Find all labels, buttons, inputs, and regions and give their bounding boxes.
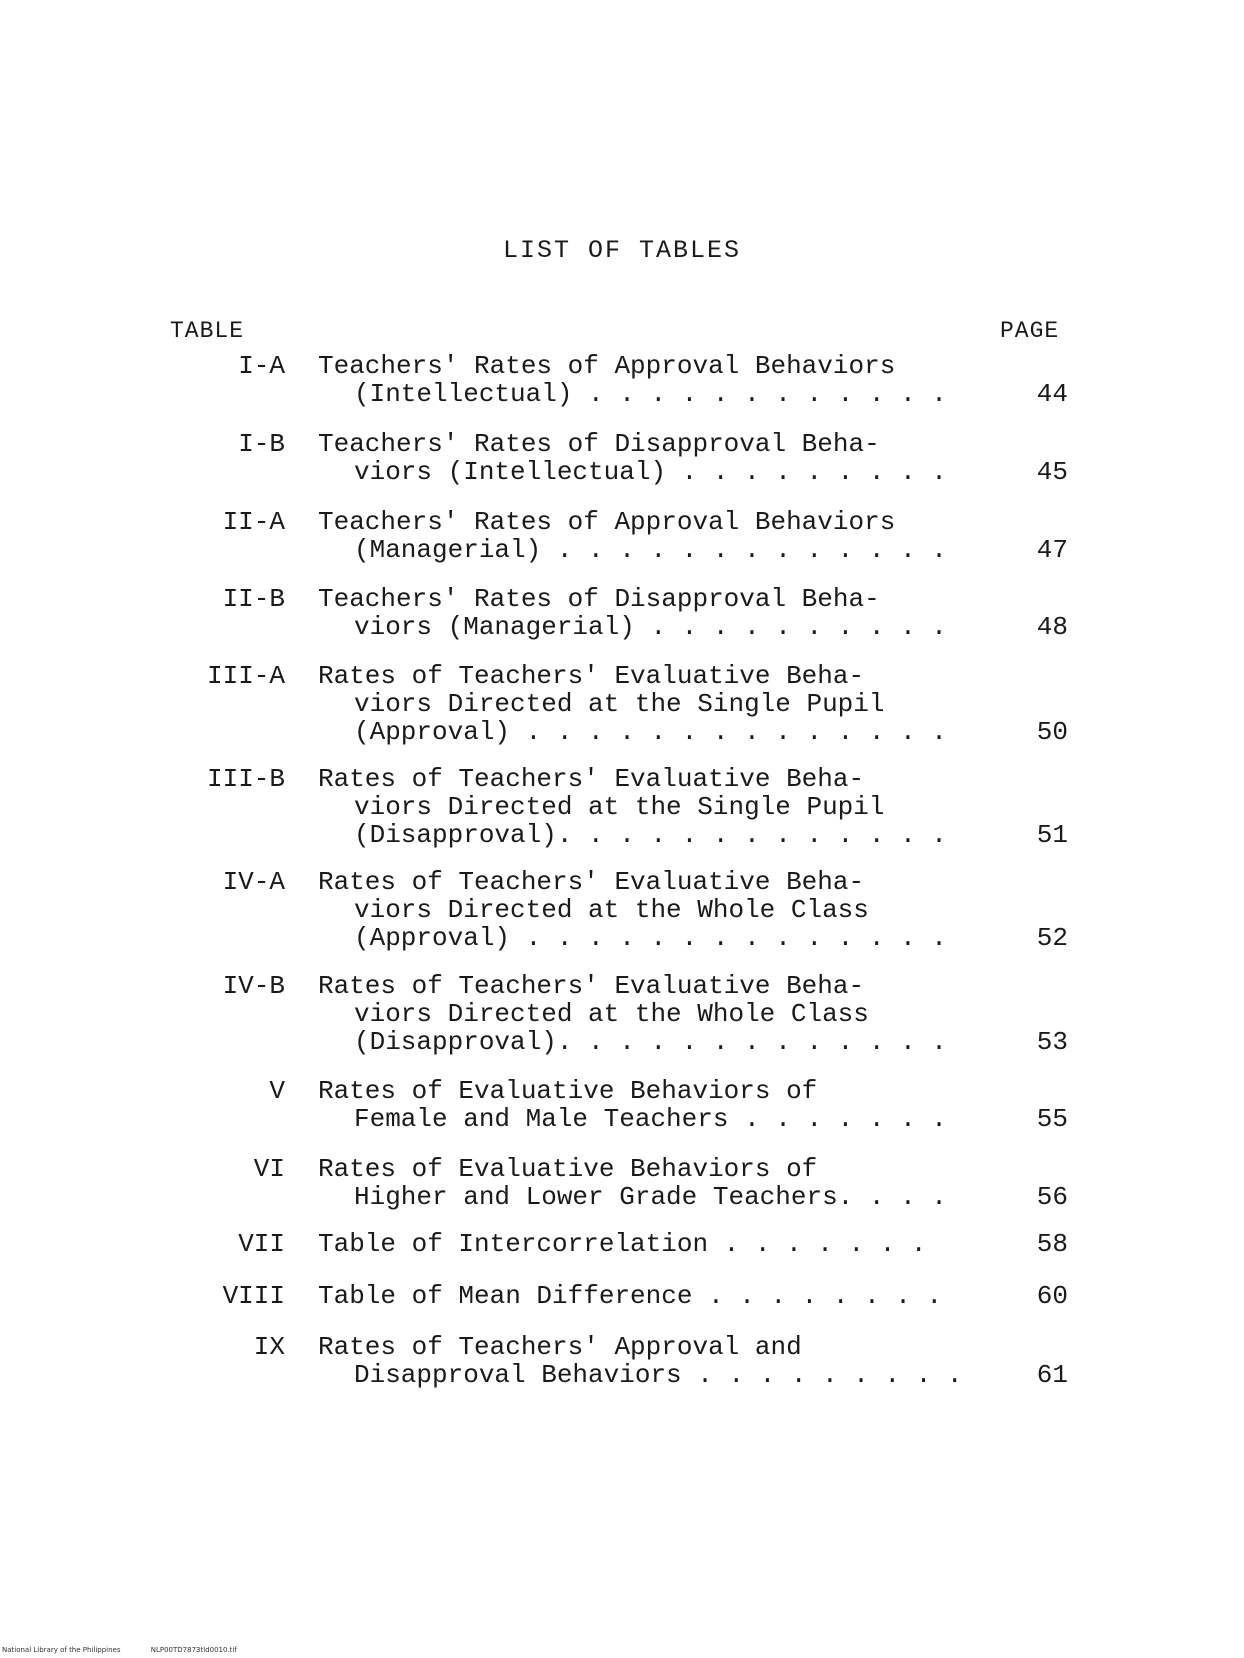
description-line: Rates of Teachers' Evaluative Beha- [318, 764, 865, 794]
table-number: IV-B [222, 971, 285, 1001]
table-description [318, 662, 1008, 746]
description-line: Disapproval Behaviors . . . . . . . . . [354, 1360, 963, 1390]
table-description [318, 972, 1008, 1056]
footer-filename: NLP00TD7873tld0010.tif [150, 1646, 237, 1654]
page-number: 61 [1036, 1360, 1068, 1390]
table-number: II-B [222, 584, 285, 614]
description-line: (Approval) . . . . . . . . . . . . . . [354, 923, 947, 953]
table-description [318, 868, 1008, 952]
description-line: Table of Mean Difference . . . . . . . . [318, 1281, 943, 1311]
description-line: Higher and Lower Grade Teachers. . . . [354, 1182, 947, 1212]
description-line: (Disapproval). . . . . . . . . . . . . [354, 820, 947, 850]
description-line: (Managerial) . . . . . . . . . . . . . [354, 535, 947, 565]
description-line: Teachers' Rates of Approval Behaviors [318, 507, 896, 537]
description-line: Teachers' Rates of Approval Behaviors [318, 351, 896, 381]
description-line: Rates of Evaluative Behaviors of [318, 1076, 818, 1106]
page-column-header: PAGE [1000, 318, 1060, 344]
description-line: Teachers' Rates of Disapproval Beha- [318, 584, 880, 614]
page-title: LIST OF TABLES [502, 236, 742, 265]
table-number: III-A [206, 661, 285, 691]
table-description [318, 1282, 1008, 1310]
table-description [318, 508, 1008, 564]
description-line: Rates of Teachers' Approval and [318, 1332, 802, 1362]
page-number: 52 [1036, 923, 1068, 953]
description-line: Rates of Teachers' Evaluative Beha- [318, 971, 865, 1001]
table-description [318, 430, 1008, 486]
table-number: V [269, 1076, 285, 1106]
page-number: 47 [1036, 535, 1068, 565]
table-number: II-A [222, 507, 285, 537]
table-number: IX [253, 1332, 285, 1362]
description-line: viors (Managerial) . . . . . . . . . . [354, 612, 947, 642]
page-number: 51 [1036, 820, 1068, 850]
table-number: VIII [222, 1281, 285, 1311]
table-description [318, 352, 1008, 408]
table-number: I-A [238, 351, 285, 381]
table-number: VII [238, 1229, 285, 1259]
description-line: Table of Intercorrelation . . . . . . . [318, 1229, 927, 1259]
footer-library: National Library of the Philippines [2, 1646, 121, 1654]
description-line: Rates of Teachers' Evaluative Beha- [318, 661, 865, 691]
table-number: IV-A [222, 867, 285, 897]
page-number: 48 [1036, 612, 1068, 642]
table-number: I-B [238, 429, 285, 459]
description-line: (Disapproval). . . . . . . . . . . . . [354, 1027, 947, 1057]
page-number: 44 [1036, 379, 1068, 409]
table-column-header: TABLE [170, 318, 245, 344]
description-line: viors Directed at the Single Pupil [354, 792, 885, 822]
page-number: 56 [1036, 1182, 1068, 1212]
description-line: Rates of Teachers' Evaluative Beha- [318, 867, 865, 897]
description-line: viors Directed at the Single Pupil [354, 689, 885, 719]
table-description [318, 1077, 1008, 1133]
table-number: III-B [206, 764, 285, 794]
page-number: 53 [1036, 1027, 1068, 1057]
description-line: viors (Intellectual) . . . . . . . . . [354, 457, 947, 487]
scan-footer [2, 1646, 265, 1654]
description-line: Rates of Evaluative Behaviors of [318, 1154, 818, 1184]
description-line: Female and Male Teachers . . . . . . . [354, 1104, 947, 1134]
table-description [318, 1333, 1008, 1389]
table-description [318, 585, 1008, 641]
page-number: 55 [1036, 1104, 1068, 1134]
table-description [318, 1155, 1008, 1211]
description-line: viors Directed at the Whole Class [354, 895, 869, 925]
description-line: (Approval) . . . . . . . . . . . . . . [354, 717, 947, 747]
page-number: 45 [1036, 457, 1068, 487]
table-description [318, 765, 1008, 849]
description-line: Teachers' Rates of Disapproval Beha- [318, 429, 880, 459]
description-line: viors Directed at the Whole Class [354, 999, 869, 1029]
table-number: VI [253, 1154, 285, 1184]
page-number: 60 [1036, 1281, 1068, 1311]
table-description [318, 1230, 1008, 1258]
page-number: 50 [1036, 717, 1068, 747]
description-line: (Intellectual) . . . . . . . . . . . . [354, 379, 947, 409]
page-number: 58 [1036, 1229, 1068, 1259]
